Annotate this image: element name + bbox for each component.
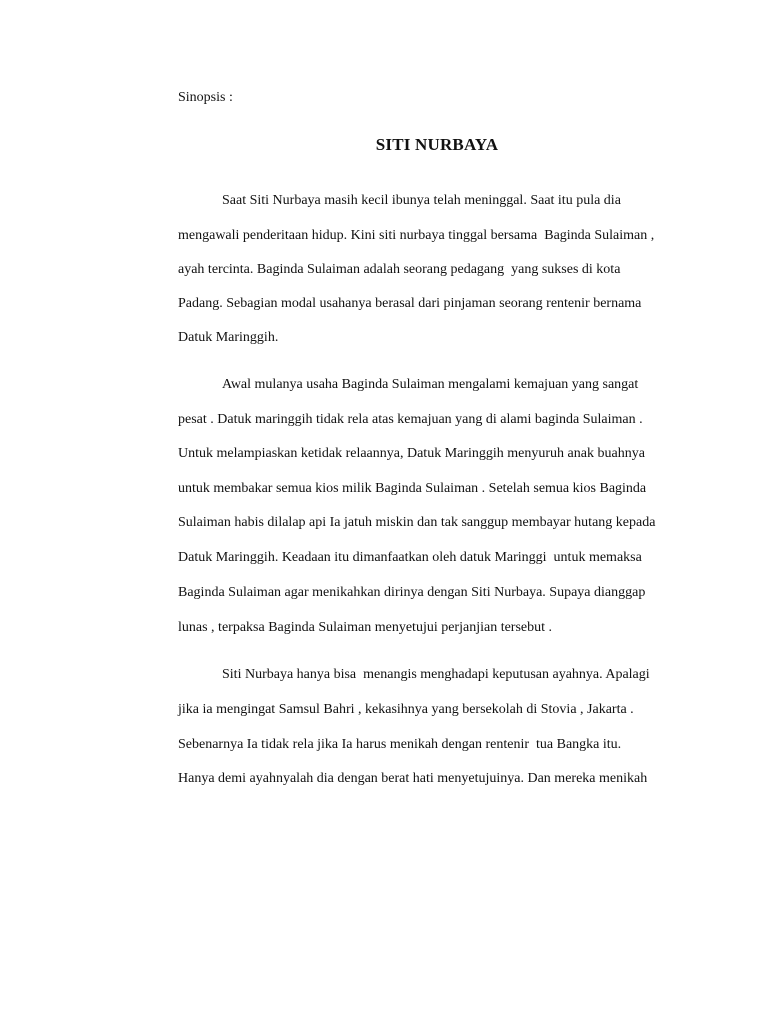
paragraph-2-line-3: Untuk melampiaskan ketidak relaannya, Datuk Maringgih menyuruh anak buahnya (178, 446, 645, 461)
paragraph-3-line-3: Sebenarnya Ia tidak rela jika Ia harus menikah dengan rentenir tua Bangka itu. (178, 737, 622, 752)
paragraph-1-line-5: Datuk Maringgih. (178, 330, 279, 345)
paragraph-3-line-1: Siti Nurbaya hanya bisa menangis menghadapi keputusan ayahnya. Apalagi (222, 667, 650, 682)
paragraph-2-line-1: Awal mulanya usaha Baginda Sulaiman mengalami kemajuan yang sangat (222, 377, 639, 392)
paragraph-1-line-2: mengawali penderitaan hidup. Kini siti nurbaya tinggal bersama Baginda Sulaiman , (178, 228, 655, 243)
paragraph-1-line-3: ayah tercinta. Baginda Sulaiman adalah seorang pedagang yang sukses di kota (178, 262, 621, 277)
paragraph-2-line-7: Baginda Sulaiman agar menikahkan dirinya dengan Siti Nurbaya. Supaya dianggap (178, 585, 646, 600)
paragraph-2-line-4: untuk membakar semua kios milik Baginda Sulaiman . Setelah semua kios Baginda (178, 481, 647, 496)
paragraph-2-line-2: pesat . Datuk maringgih tidak rela atas kemajuan yang di alami baginda Sulaiman . (178, 412, 643, 427)
paragraph-3-line-2: jika ia mengingat Samsul Bahri , kekasihnya yang bersekolah di Stovia , Jakarta . (178, 702, 634, 717)
document-title: SITI NURBAYA (375, 135, 499, 154)
paragraph-1-line-4: Padang. Sebagian modal usahanya berasal dari pinjaman seorang rentenir bernama (178, 296, 642, 311)
paragraph-2-line-8: lunas , terpaksa Baginda Sulaiman menyetujui perjanjian tersebut . (178, 620, 553, 635)
paragraph-1-line-1: Saat Siti Nurbaya masih kecil ibunya telah meninggal. Saat itu pula dia (222, 193, 621, 208)
paragraph-2-line-6: Datuk Maringgih. Keadaan itu dimanfaatkan oleh datuk Maringgi untuk memaksa (178, 550, 642, 565)
paragraph-3-line-4: Hanya demi ayahnyalah dia dengan berat hati menyetujuinya. Dan mereka menikah (178, 771, 648, 786)
paragraph-2-line-5: Sulaiman habis dilalap api Ia jatuh miskin dan tak sanggup membayar hutang kepada (178, 515, 656, 530)
synopsis-label: Sinopsis : (178, 90, 233, 105)
